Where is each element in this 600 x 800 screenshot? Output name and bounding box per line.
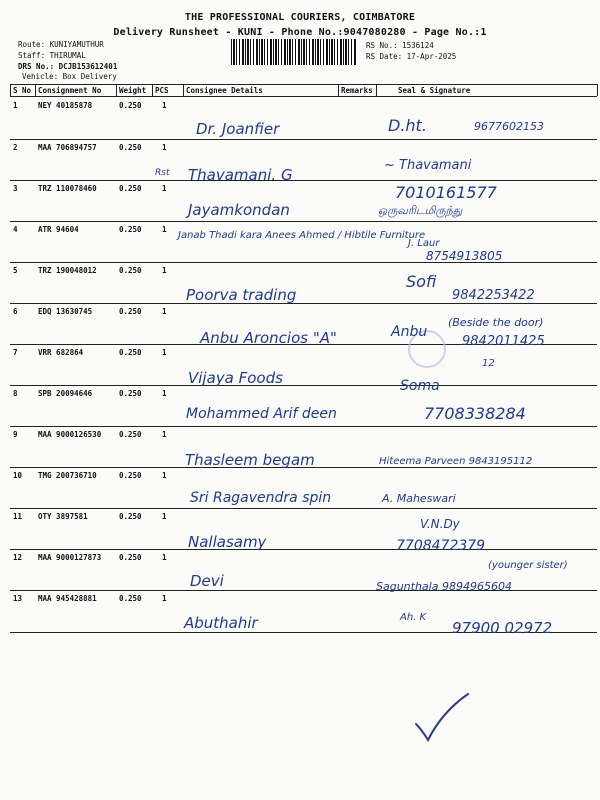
handwritten-phone: 9842011425 (462, 334, 545, 349)
handwritten-consignee: Mohammed Arif deen (186, 406, 337, 422)
row-sno: 2 (13, 143, 18, 152)
row-pcs: 1 (162, 307, 167, 316)
handwritten-name-phone: Sagunthala 9894965604 (376, 580, 512, 593)
row-pcs: 1 (162, 348, 167, 357)
row-pcs: 1 (162, 266, 167, 275)
row-sno: 8 (13, 389, 18, 398)
rs-date: RS Date: 17-Apr-2025 (366, 52, 457, 61)
handwritten-consignee: Thasleem begam (185, 451, 315, 469)
drs-label: DRS No.: DCJB153612401 (18, 62, 118, 71)
handwritten-phone: 7708338284 (424, 404, 526, 423)
row-consignment: TRZ 110078460 (38, 184, 97, 193)
column-header-sno: S No (13, 86, 32, 95)
row-consignment: VRR 682864 (38, 348, 84, 357)
table-header-border (10, 96, 597, 97)
row-sno: 9 (13, 430, 18, 439)
row-sno: 6 (13, 307, 18, 316)
row-pcs: 1 (162, 430, 167, 439)
vehicle-label: Vehicle: Box Delivery (22, 72, 117, 81)
row-pcs: 1 (162, 225, 167, 234)
row-consignment: MAA 945428881 (38, 594, 97, 603)
handwritten-name-phone: Hiteema Parveen 9843195112 (379, 456, 533, 467)
row-pcs: 1 (162, 512, 167, 521)
row-weight: 0.250 (119, 471, 142, 480)
handwritten-remark: 12 (482, 358, 495, 369)
handwritten-phone: 8754913805 (426, 249, 503, 263)
col-divider (376, 84, 377, 96)
row-pcs: 1 (162, 594, 167, 603)
col-divider (152, 84, 153, 96)
row-consignment: OTY 3897581 (38, 512, 88, 521)
rs-number: RS No.: 1536124 (366, 41, 434, 50)
handwritten-consignee: Janab Thadi kara Anees Ahmed / Hibtile Furniture (178, 230, 426, 241)
row-weight: 0.250 (119, 101, 142, 110)
handwritten-consignee: Abuthahir (184, 614, 258, 632)
row-consignment: MAA 9000126530 (38, 430, 102, 439)
barcode-image (231, 39, 357, 65)
row-consignment: SPB 20094646 (38, 389, 93, 398)
row-sno: 13 (13, 594, 23, 603)
handwritten-name: A. Maheswari (382, 492, 456, 505)
row-pcs: 1 (162, 553, 167, 562)
row-weight: 0.250 (119, 389, 142, 398)
handwritten-consignee: Jayamkondan (188, 201, 290, 219)
row-pcs: 1 (162, 389, 167, 398)
handwritten-phone: 7010161577 (395, 183, 497, 202)
row-weight: 0.250 (119, 430, 142, 439)
row-consignment: ATR 94604 (38, 225, 79, 234)
handwritten-phone: 9842253422 (452, 288, 535, 303)
column-header-signature: Seal & Signature (398, 86, 471, 95)
row-weight: 0.250 (119, 307, 142, 316)
column-header-remarks: Remarks (341, 86, 373, 95)
handwritten-remark: (Beside the door) (448, 316, 544, 329)
row-divider (10, 508, 597, 509)
row-divider (10, 221, 597, 222)
row-sno: 12 (13, 553, 23, 562)
row-weight: 0.250 (119, 553, 142, 562)
signature-mark: Sofi (406, 272, 437, 291)
row-pcs: 1 (162, 184, 167, 193)
col-divider (116, 84, 117, 96)
signature-mark: V.N.Dy (420, 517, 460, 531)
table-top-border (10, 84, 597, 85)
handwritten-phone: 7708472379 (396, 538, 486, 554)
handwritten-consignee: Sri Ragavendra spin (190, 490, 332, 506)
column-header-consignment: Consignment No (38, 86, 102, 95)
handwritten-remark: (younger sister) (488, 560, 568, 571)
signature-mark: D.ht. (388, 116, 427, 135)
signature-mark: J. Laur (408, 238, 440, 249)
row-consignment: TMG 200736710 (38, 471, 97, 480)
signature-mark: ~ Thavamani (384, 158, 472, 173)
handwritten-phone: 97900 02972 (452, 619, 553, 637)
row-divider (10, 139, 597, 140)
handwritten-tamil-note: ஒருவரிடமிருந்து (378, 204, 463, 217)
row-divider (10, 303, 597, 304)
signature-mark: Soma (400, 378, 440, 394)
col-divider (183, 84, 184, 96)
col-divider (338, 84, 339, 96)
row-divider (10, 385, 597, 386)
signature-mark: Ah. K (400, 612, 427, 623)
row-pcs: 1 (162, 471, 167, 480)
row-sno: 3 (13, 184, 18, 193)
runsheet-subtitle: Delivery Runsheet - KUNI - Phone No.:9047080280 - Page No.:1 (113, 27, 487, 38)
row-weight: 0.250 (119, 594, 142, 603)
row-weight: 0.250 (119, 184, 142, 193)
staff-label: Staff: THIRUMAL (18, 51, 86, 60)
col-divider (10, 84, 11, 96)
row-sno: 5 (13, 266, 18, 275)
row-sno: 1 (13, 101, 18, 110)
row-sno: 7 (13, 348, 18, 357)
col-divider (597, 84, 598, 96)
row-consignment: NEY 40185878 (38, 101, 93, 110)
handwritten-consignee: Anbu Aroncios "A" (200, 329, 337, 347)
column-header-pcs: PCS (155, 86, 169, 95)
row-consignment: TRZ 190048012 (38, 266, 97, 275)
row-sno: 11 (13, 512, 23, 521)
row-sno: 4 (13, 225, 18, 234)
column-header-weight: Weight (119, 86, 147, 95)
row-divider (10, 426, 597, 427)
handwritten-consignee: Thavamani. G (188, 166, 293, 184)
row-pcs: 1 (162, 101, 167, 110)
row-divider (10, 262, 597, 263)
row-divider (10, 549, 597, 550)
row-consignment: MAA 9000127873 (38, 553, 102, 562)
row-weight: 0.250 (119, 143, 142, 152)
handwritten-consignee: Devi (190, 572, 224, 590)
row-consignment: EDQ 13630745 (38, 307, 93, 316)
row-consignment: MAA 706894757 (38, 143, 97, 152)
row-weight: 0.250 (119, 225, 142, 234)
handwritten-consignee: Dr. Joanfier (196, 120, 280, 138)
company-title: THE PROFESSIONAL COURIERS, COIMBATORE (184, 12, 416, 23)
row-weight: 0.250 (119, 266, 142, 275)
check-mark-icon (412, 690, 472, 746)
row-pcs: 1 (162, 143, 167, 152)
row-sno: 10 (13, 471, 23, 480)
column-header-consignee: Consignee Details (186, 86, 263, 95)
row-weight: 0.250 (119, 512, 142, 521)
row-divider (10, 180, 597, 181)
handwritten-consignee: Vijaya Foods (188, 369, 283, 387)
handwritten-consignee: Nallasamy (188, 533, 267, 551)
handwritten-phone: 9677602153 (474, 120, 544, 133)
route-label: Route: KUNIYAMUTHUR (18, 40, 104, 49)
col-divider (35, 84, 36, 96)
signature-mark: Anbu (391, 324, 428, 340)
handwritten-prefix: Rst (155, 168, 170, 178)
handwritten-consignee: Poorva trading (186, 286, 297, 304)
row-weight: 0.250 (119, 348, 142, 357)
